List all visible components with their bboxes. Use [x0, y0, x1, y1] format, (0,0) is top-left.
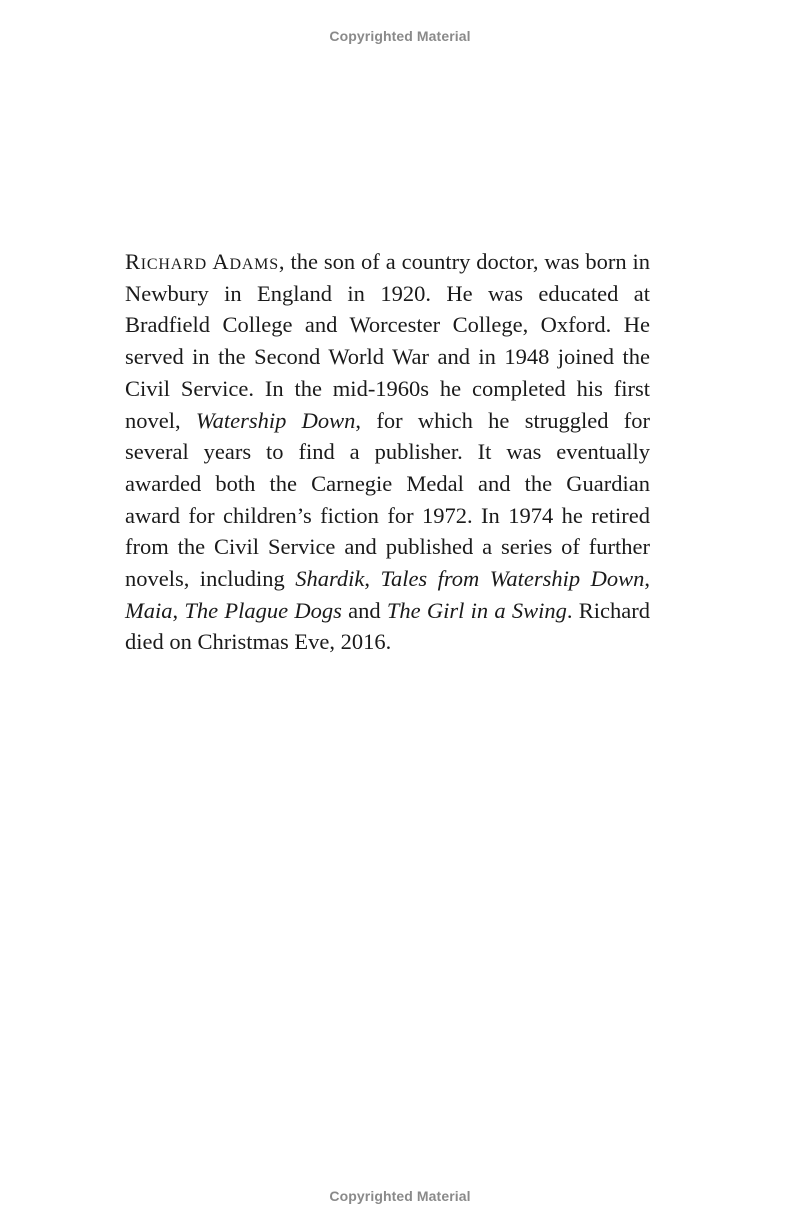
- separator: ,: [364, 566, 381, 592]
- book-title-maia: Maia: [125, 597, 173, 623]
- author-biography: [125, 246, 650, 658]
- book-title-the-girl-in-a-swing: The Girl in a Swing: [386, 597, 567, 623]
- separator: ,: [644, 566, 651, 592]
- bio-text-segment: , for which he struggled for several years to find a publisher. It was eventually awarded both the Carnegie Medal and the Guardian award for children’s fiction for 1972. In 1974 he retired from the Civil Service and published a series of further novels, including: [125, 407, 650, 592]
- separator: and: [341, 597, 387, 623]
- author-name: Richard Adams: [125, 249, 279, 274]
- book-title-shardik: Shardik: [295, 566, 365, 592]
- copyright-watermark-top: Copyrighted Material: [329, 28, 471, 44]
- copyright-watermark-bottom: Copyrighted Material: [329, 1188, 471, 1204]
- book-title-tales-from-watership-down: Tales from Watership Down: [380, 566, 645, 592]
- separator: ,: [172, 597, 185, 623]
- book-title-the-plague-dogs: The Plague Dogs: [184, 597, 342, 623]
- bio-text-segment: . Richard died on Christmas Eve, 2016.: [125, 597, 650, 655]
- book-title-watership-down: Watership Down: [195, 407, 356, 433]
- bio-text-segment: , the son of a country doctor, was born in Newbury in England in 1920. He was educated at Bradfield College and Worcester College, Oxford. He served in the Second World War and in 1948 joined the Civil Service. In the mid-1960s he completed his first novel,: [125, 249, 650, 433]
